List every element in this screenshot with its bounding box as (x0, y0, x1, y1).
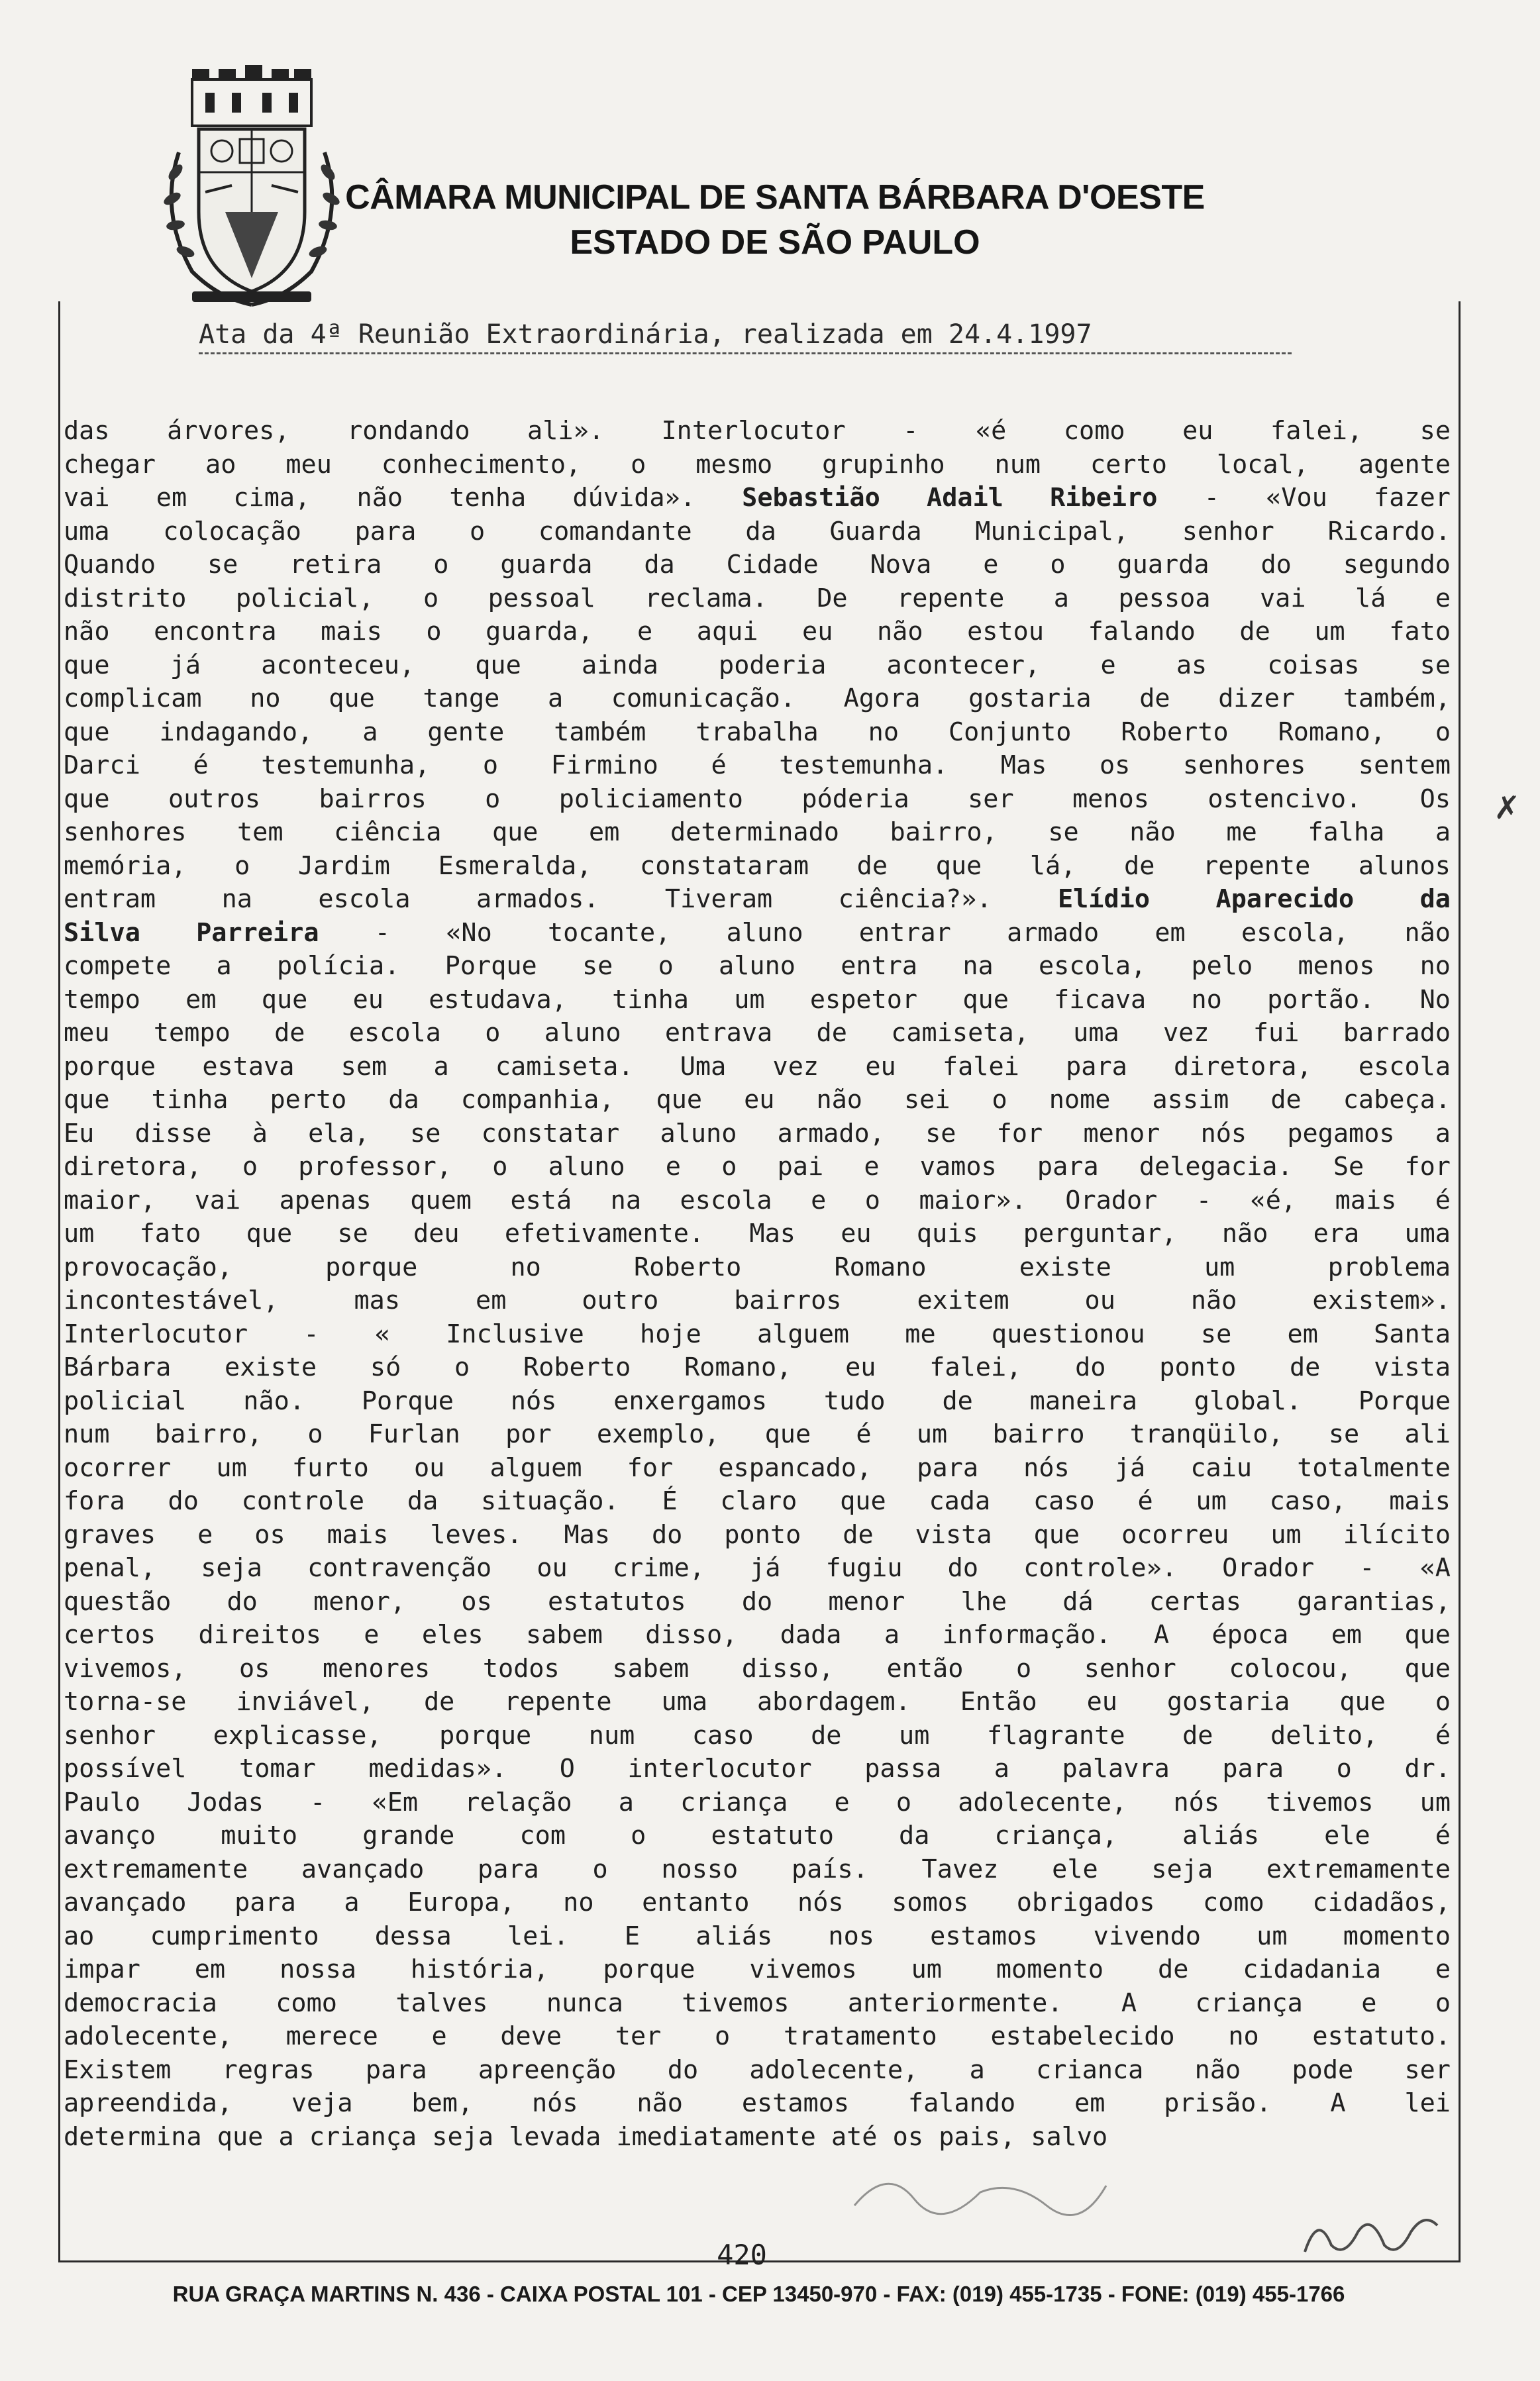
text-line (64, 481, 1451, 515)
text-line: determina que a criança seja levada imediatamente até os pais, salvo (64, 2121, 1108, 2152)
page-number: 420 (717, 2239, 767, 2271)
text-line: compete a polícia. Porque se o aluno entra na escola, pelo menos no (64, 951, 1451, 981)
text-line: porque estava sem a camiseta. Uma vez eu falei para diretora, escola (64, 1051, 1451, 1082)
text-line: memória, o Jardim Esmeralda, constataram de que lá, de repente alunos (64, 850, 1451, 881)
coat-of-arms-icon (152, 60, 351, 311)
text-line: tempo em que eu estudava, tinha um espetor que ficava no portão. No (64, 984, 1451, 1015)
text-line: num bairro, o Furlan por exemplo, que é um bairro tranqüilo, se ali (64, 1419, 1451, 1449)
text-line (64, 883, 1451, 917)
text-line-segment: - «No tocante, aluno entrar armado em escola, não (319, 917, 1451, 948)
text-line-segment: entram na escola armados. Tiveram ciência?». (64, 884, 1058, 914)
signature-mark (848, 2153, 1113, 2225)
footer-address: RUA GRAÇA MARTINS N. 436 - CAIXA POSTAL 101 - CEP 13450-970 - FAX: (019) 455-1735 - FONE: (019) 455-1766 (172, 2282, 1345, 2306)
text-line: fora do controle da situação. É claro que cada caso é um caso, mais (64, 1486, 1451, 1516)
text-line: democracia como talves nunca tivemos anteriormente. A criança e o (64, 1988, 1451, 2018)
text-line: que já aconteceu, que ainda poderia acontecer, e as coisas se (64, 650, 1451, 680)
margin-check-mark: ✗ (1494, 789, 1521, 827)
text-line: um fato que se deu efetivamente. Mas eu quis perguntar, não era uma (64, 1219, 1451, 1248)
text-line: graves e os mais leves. Mas do ponto de vista que ocorreu um ilícito (64, 1519, 1451, 1550)
text-line: Eu disse à ela, se constatar aluno armado, se for menor nós pegamos a (64, 1118, 1451, 1148)
text-line: avançado para a Europa, no entanto nós somos obrigados como cidadãos, (64, 1888, 1451, 1917)
text-line: não encontra mais o guarda, e aqui eu não estou falando de um fato (64, 617, 1451, 646)
text-line: penal, seja contravenção ou crime, já fugiu do controle». Orador - «A (64, 1553, 1451, 1583)
text-line: senhores tem ciência que em determinado bairro, se não me falha a (64, 817, 1451, 847)
text-line: impar em nossa história, porque vivemos um momento de cidadania e (64, 1954, 1451, 1984)
text-line: diretora, o professor, o aluno e o pai e vamos para delegacia. Se for (64, 1152, 1451, 1182)
speaker-name: Silva Parreira (64, 917, 319, 948)
text-line: distrito policial, o pessoal reclama. De repente a pessoa vai lá e (64, 583, 1451, 613)
frame-left-rule (58, 301, 60, 2262)
text-line: certos direitos e eles sabem disso, dada a informação. A época em que (64, 1620, 1451, 1650)
text-line: apreendida, veja bem, nós não estamos falando em prisão. A lei (64, 2088, 1451, 2118)
text-line: Darci é testemunha, o Firmino é testemunha. Mas os senhores sentem (64, 750, 1451, 780)
text-line: possível tomar medidas». O interlocutor passa a palavra para o dr. (64, 1754, 1451, 1784)
text-line: provocação, porque no Roberto Romano existe um problema (64, 1252, 1451, 1282)
text-line: policial não. Porque nós enxergamos tudo de maneira global. Porque (64, 1386, 1451, 1416)
text-line (64, 917, 1451, 950)
text-line: meu tempo de escola o aluno entrava de camiseta, uma vez fui barrado (64, 1018, 1451, 1048)
institution-name: CÂMARA MUNICIPAL DE SANTA BÁRBARA D'OESTE (345, 178, 1205, 217)
text-line: que outros bairros o policiamento póderia ser menos ostencivo. Os (64, 784, 1451, 814)
minutes-title: Ata da 4ª Reunião Extraordinária, realizada em 24.4.1997 (199, 319, 1292, 354)
state-name: ESTADO DE SÃO PAULO (570, 223, 980, 262)
text-line: que indagando, a gente também trabalha no Conjunto Roberto Romano, o (64, 717, 1451, 747)
text-line: uma colocação para o comandante da Guarda Municipal, senhor Ricardo. (64, 516, 1451, 546)
text-line: Existem regras para apreenção do adolecente, a crianca não pode ser (64, 2054, 1451, 2085)
text-line: torna-se inviável, de repente uma abordagem. Então eu gostaria que o (64, 1687, 1451, 1717)
text-line: complicam no que tange a comunicação. Agora gostaria de dizer também, (64, 684, 1451, 713)
text-line: Interlocutor - « Inclusive hoje alguem me questionou se em Santa (64, 1319, 1451, 1349)
text-line: das árvores, rondando ali». Interlocutor - «é como eu falei, se (64, 416, 1451, 446)
text-line: ao cumprimento dessa lei. E aliás nos estamos vivendo um momento (64, 1921, 1451, 1951)
text-line: que tinha perto da companhia, que eu não sei o nome assim de cabeça. (64, 1085, 1451, 1115)
text-line: ocorrer um furto ou alguem for espancado, para nós já caiu totalmente (64, 1452, 1451, 1483)
text-line: avanço muito grande com o estatuto da criança, aliás ele é (64, 1821, 1451, 1850)
speaker-name: Sebastião Adail Ribeiro (742, 483, 1158, 513)
text-line: extremamente avançado para o nosso país. Tavez ele seja extremamente (64, 1854, 1451, 1884)
text-line-segment: - «Vou fazer (1157, 483, 1451, 513)
text-line: Quando se retira o guarda da Cidade Nova e o guarda do segundo (64, 550, 1451, 580)
text-line: Bárbara existe só o Roberto Romano, eu falei, do ponto de vista (64, 1352, 1451, 1382)
text-line: incontestável, mas em outro bairros exitem ou não existem». (64, 1286, 1451, 1315)
text-line: maior, vai apenas quem está na escola e o maior». Orador - «é, mais é (64, 1185, 1451, 1215)
text-line: questão do menor, os estatutos do menor lhe dá certas garantias, (64, 1586, 1451, 1617)
text-line: Paulo Jodas - «Em relação a criança e o adolecente, nós tivemos um (64, 1787, 1451, 1817)
speaker-name: Elídio Aparecido da (1057, 884, 1451, 914)
text-line: vivemos, os menores todos sabem disso, então o senhor colocou, que (64, 1653, 1451, 1684)
minutes-body (64, 415, 1451, 2154)
text-line: adolecente, merece e deve ter o tratamento estabelecido no estatuto. (64, 2021, 1451, 2051)
text-line: senhor explicasse, porque num caso de um flagrante de delito, é (64, 1720, 1451, 1750)
text-line-segment: vai em cima, não tenha dúvida». (64, 483, 743, 513)
frame-right-rule (1459, 301, 1461, 2262)
initials-mark (1298, 2205, 1444, 2265)
text-line: chegar ao meu conhecimento, o mesmo grupinho num certo local, agente (64, 449, 1451, 480)
